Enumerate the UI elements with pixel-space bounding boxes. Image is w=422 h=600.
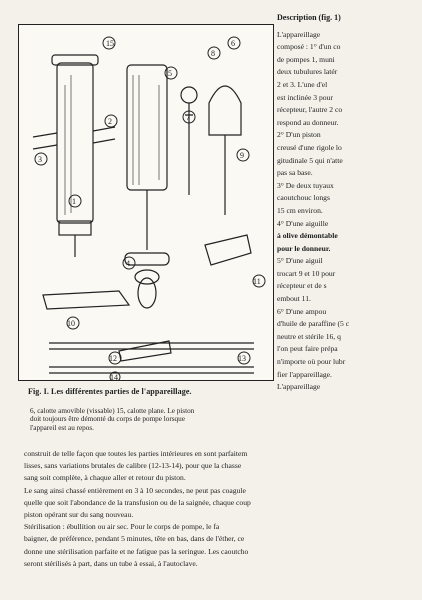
figure-caption — [30, 407, 278, 432]
text-line: piston opérant sur du sang nouveau. — [24, 510, 134, 520]
text-line: pas sa base. — [277, 168, 313, 178]
description-column — [277, 12, 420, 394]
text-line: sang soit complète, à chaque aller et retour du piston. — [24, 473, 186, 483]
text-line: L'appareillage — [277, 382, 321, 392]
figure-caption-title: Fig. I. Les différentes parties de l'appareillage. — [28, 387, 192, 396]
text-line: caoutchouc longs — [277, 193, 330, 203]
caption-line: 6, calotte amovible (vissable) 15, calotte plane. Le piston — [30, 407, 195, 415]
figure-label: 2 — [108, 117, 112, 126]
text-line: 3° De deux tuyaux — [277, 180, 334, 190]
text-line: pour le donneur. — [277, 243, 331, 253]
text-line: neutre et stérile 16, q — [277, 331, 341, 341]
body-text — [24, 448, 420, 570]
text-line: 6° D'une ampou — [277, 306, 327, 316]
text-line: 5° D'une aiguil — [277, 256, 323, 266]
text-line: creusé d'une rigole lo — [277, 142, 342, 152]
text-line: l'on peut faire prépa — [277, 344, 338, 354]
figure-illustration — [18, 24, 274, 381]
text-line: de pompes 1, muni — [277, 54, 335, 64]
text-line: à olive démontable — [277, 231, 338, 241]
text-line: gitudinale 5 qui n'atte — [277, 155, 343, 165]
figure-label: 10 — [67, 319, 75, 328]
text-line: d'huile de paraffine (5 c — [277, 319, 350, 329]
text-line: donne une stérilisation parfaite et ne fatigue pas la seringue. Les caoutcho — [24, 546, 249, 556]
figure-label: 13 — [238, 354, 246, 363]
text-line: quelle que soit l'abondance de la transfusion ou de la saignée, chaque coup — [24, 497, 251, 507]
figure-label: 6 — [231, 39, 235, 48]
text-line: baigner, de préférence, pendant 5 minutes, tête en bas, dans de l'éther, ce — [24, 534, 245, 544]
figure-label: 11 — [253, 277, 261, 286]
figure-label: 7 — [186, 113, 190, 122]
figure-label: 12 — [109, 354, 117, 363]
text-line: embout 11. — [277, 294, 311, 304]
text-line: composé : 1° d'un co — [277, 42, 341, 52]
figure-label: 14 — [110, 373, 118, 380]
figure-label: 4 — [126, 259, 130, 268]
text-line: fier l'appareillage. — [277, 369, 332, 379]
caption-line: doit toujours être démonté du corps de pompe lorsque — [30, 415, 185, 424]
text-line: 2° D'un piston — [277, 130, 321, 140]
text-line: lisses, sans variations brutales de calibre (12-13-14), pour que la chasse — [24, 461, 242, 471]
figure-label: 5 — [168, 69, 172, 78]
text-line: L'appareillage — [277, 29, 321, 39]
text-line: construit de telle façon que toutes les parties intérieures en sont parfaitem — [24, 449, 248, 458]
figure-label: 8 — [211, 49, 215, 58]
text-line: 4° D'une aiguille — [277, 218, 329, 228]
text-line: respond au donneur. — [277, 117, 339, 127]
figure-label: 1 — [72, 197, 76, 206]
text-line: trocart 9 et 10 pour — [277, 268, 336, 278]
text-line: Stérilisation : ébullition ou air sec. Pour le corps de pompe, le fa — [24, 522, 220, 532]
figure-label: 9 — [240, 151, 244, 160]
description-heading: Description (fig. 1) — [277, 13, 341, 22]
text-line: récepteur, l'autre 2 co — [277, 105, 343, 115]
figure-label: 3 — [38, 155, 42, 164]
text-line: récepteur et de s — [277, 281, 327, 291]
text-line: 15 cm environ. — [277, 205, 323, 215]
text-line: seront stérilisés à part, dans un tube à essai, à l'autoclave. — [24, 558, 198, 568]
text-line: Le sang ainsi chassé entièrement en 3 à 10 secondes, ne peut pas coagule — [24, 485, 246, 495]
text-line: est inclinée 3 pour — [277, 92, 333, 102]
text-line: deux tubulures latér — [277, 67, 338, 77]
figure-label: 15 — [106, 39, 114, 48]
apparatus-drawing — [19, 25, 273, 380]
caption-line: l'appareil est au repos. — [30, 423, 94, 432]
text-line: n'importe où pour lubr — [277, 357, 346, 367]
text-line: 2 et 3. L'une d'el — [277, 79, 328, 89]
